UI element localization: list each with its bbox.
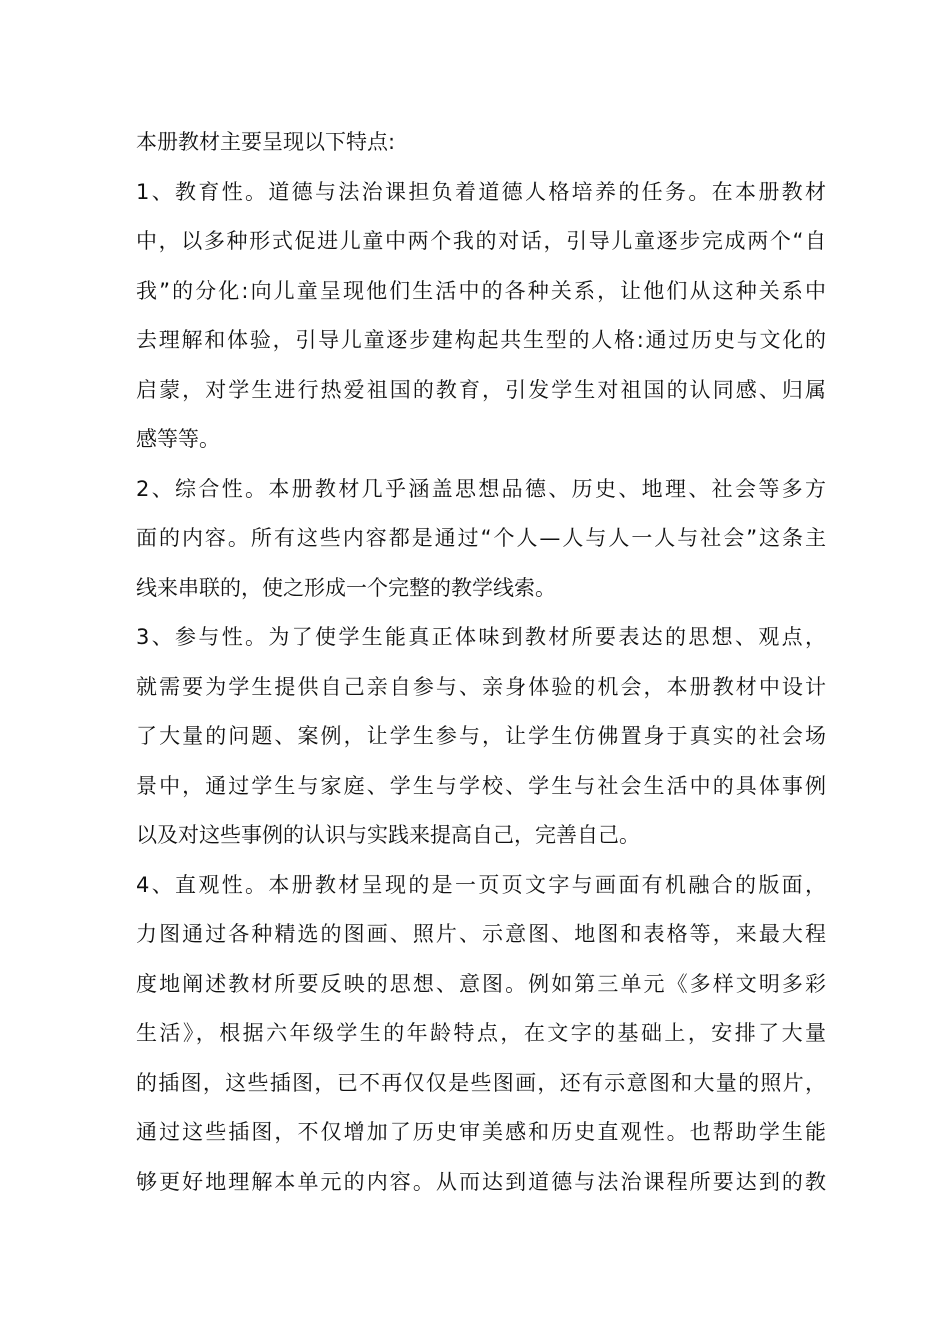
text-line: 4、直观性。本册教材呈现的是一页页文字与画面有机融合的版面， [136,872,826,897]
text-line: 3、参与性。为了使学生能真正体味到教材所要表达的思想、观点， [136,625,826,649]
text-line: 就需要为学生提供自己亲自参与、亲身体验的机会，本册教材中设计 [136,674,826,699]
text-line: 生活》，根据六年级学生的年龄特点，在文字的基础上，安排了大量 [136,1021,826,1045]
text-line: 线来串联的，使之形成一个完整的教学线索。 [136,575,556,600]
text-line: 1、教育性。道德与法治课担负着道德人格培养的任务。在本册教材 [136,179,826,204]
text-line: 感等等。 [136,427,220,451]
text-line: 以及对这些事例的认识与实践来提高自己，完善自己。 [136,823,640,847]
text-line: 我”的分化:向儿童呈现他们生活中的各种关系，让他们从这种关系中 [136,278,826,303]
text-line: 2、综合性。本册教材几乎涵盖思想品德、历史、地理、社会等多方 [136,476,826,501]
text-line: 力图通过各种精选的图画、照片、示意图、地图和表格等，来最大程 [136,922,826,946]
text-line: 了大量的问题、案例，让学生参与，让学生仿佛置身于真实的社会场 [136,724,826,748]
text-line: 景中，通过学生与家庭、学生与学校、学生与社会生活中的具体事例 [136,773,826,798]
text-line: 本册教材主要呈现以下特点: [136,130,396,154]
text-line: 去理解和体验，引导儿童逐步建构起共生型的人格:通过历史与文化的 [136,328,826,352]
text-line: 的插图，这些插图，已不再仅仅是些图画，还有示意图和大量的照片， [136,1070,826,1095]
text-line: 度地阐述教材所要反映的思想、意图。例如第三单元《多样文明多彩 [136,971,826,996]
text-line: 启蒙，对学生进行热爱祖国的教育，引发学生对祖国的认同感、归属 [136,377,826,402]
document-body [136,118,826,1207]
text-line: 中，以多种形式促进儿童中两个我的对话，引导儿童逐步完成两个“自 [136,229,826,253]
text-line: 通过这些插图，不仅增加了历史审美感和历史直观性。也帮助学生能 [136,1120,826,1144]
text-line: 够更好地理解本单元的内容。从而达到道德与法治课程所要达到的教 [136,1169,826,1194]
text-line: 面的内容。所有这些内容都是通过“个人—人与人一人与社会”这条主 [136,526,826,550]
